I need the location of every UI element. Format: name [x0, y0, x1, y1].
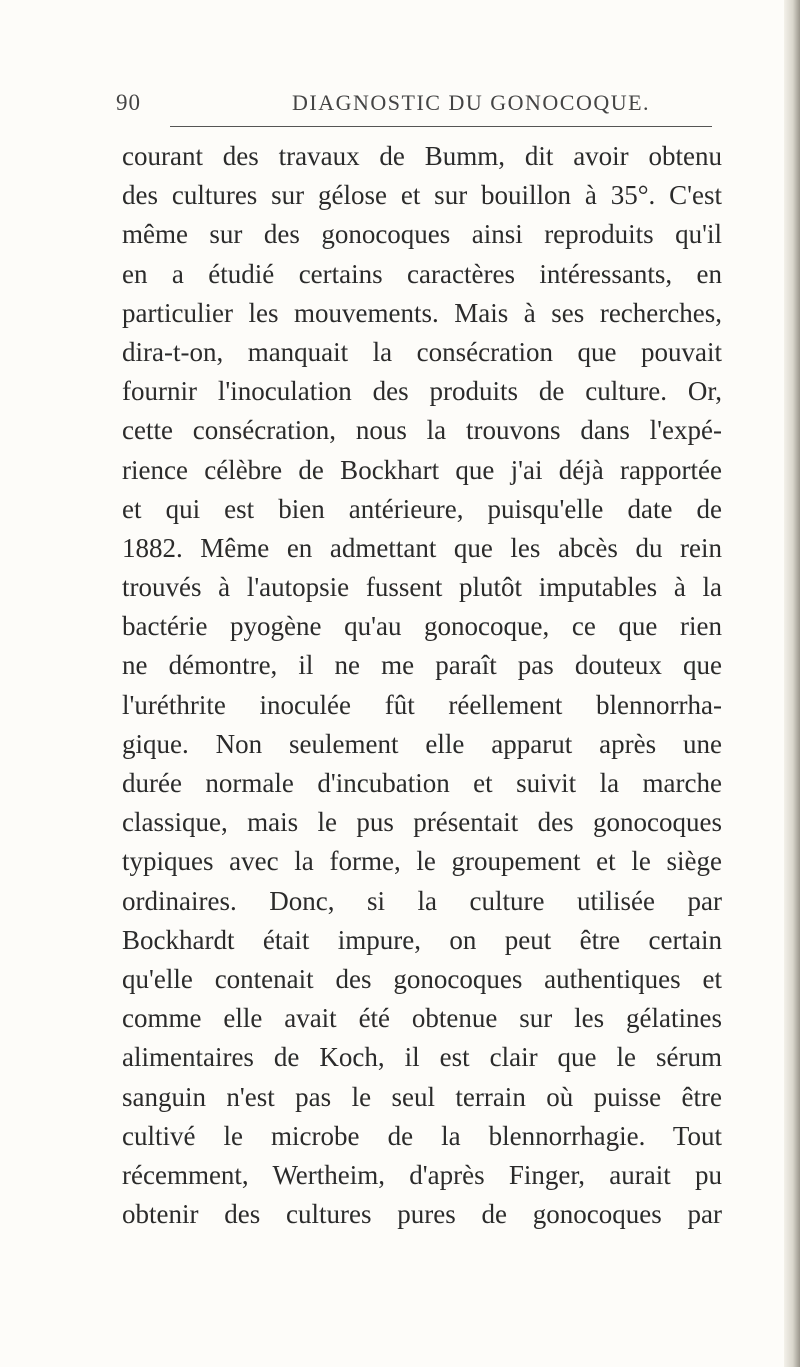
- text-line: l'uréthrite inoculée fût réellement blennorrha-: [122, 689, 722, 720]
- text-line: typiques avec la forme, le groupement et le siège: [122, 846, 722, 877]
- running-head: DIAGNOSTIC DU GONOCOQUE.: [292, 90, 651, 115]
- text-line: qu'elle contenait des gonocoques authentiques et: [122, 963, 722, 994]
- text-line: cette consécration, nous la trouvons dans l'expé-: [122, 415, 722, 446]
- text-line: 1882. Même en admettant que les abcès du rein: [122, 532, 722, 563]
- text-line: cultivé le microbe de la blennorrhagie. Tout: [122, 1120, 722, 1151]
- body-text: [122, 137, 722, 1234]
- text-line: durée normale d'incubation et suivit la marche: [122, 768, 722, 798]
- text-line: alimentaires de Koch, il est clair que le sérum: [122, 1042, 722, 1073]
- text-line: ne démontre, il ne me paraît pas douteux que: [122, 650, 722, 681]
- page-number: 90: [116, 90, 141, 115]
- text-line: même sur des gonocoques ainsi reproduits qu'il: [122, 219, 722, 250]
- text-line: fournir l'inoculation des produits de culture. Or,: [122, 376, 722, 407]
- text-line: courant des travaux de Bumm, dit avoir obtenu: [122, 141, 722, 171]
- page-edge-shadow: [784, 0, 800, 1367]
- text-line: particulier les mouvements. Mais à ses recherches,: [122, 297, 722, 328]
- text-line: comme elle avait été obtenue sur les gélatines: [122, 1003, 722, 1034]
- text-line: trouvés à l'autopsie fussent plutôt imputables à la: [122, 572, 722, 603]
- text-line: gique. Non seulement elle apparut après une: [122, 728, 722, 759]
- text-line: dira-t-on, manquait la consécration que pouvait: [122, 336, 722, 367]
- text-line: des cultures sur gélose et sur bouillon à 35°. C'est: [122, 180, 722, 211]
- text-line: ordinaires. Donc, si la culture utilisée par: [122, 885, 722, 916]
- text-line: récemment, Wertheim, d'après Finger, aurait pu: [122, 1159, 722, 1190]
- text-line: en a étudié certains caractères intéressants, en: [122, 258, 722, 289]
- text-line: classique, mais le pus présentait des gonocoques: [122, 807, 722, 838]
- header-rule: [170, 126, 712, 127]
- text-line: sanguin n'est pas le seul terrain où puisse être: [122, 1081, 722, 1112]
- text-line: bactérie pyogène qu'au gonocoque, ce que rien: [122, 611, 722, 642]
- text-line: Bockhardt était impure, on peut être certain: [122, 924, 722, 955]
- text-line: rience célèbre de Bockhart que j'ai déjà rapportée: [122, 454, 722, 485]
- text-line: obtenir des cultures pures de gonocoques par: [122, 1199, 722, 1230]
- text-line: et qui est bien antérieure, puisqu'elle date de: [122, 493, 722, 524]
